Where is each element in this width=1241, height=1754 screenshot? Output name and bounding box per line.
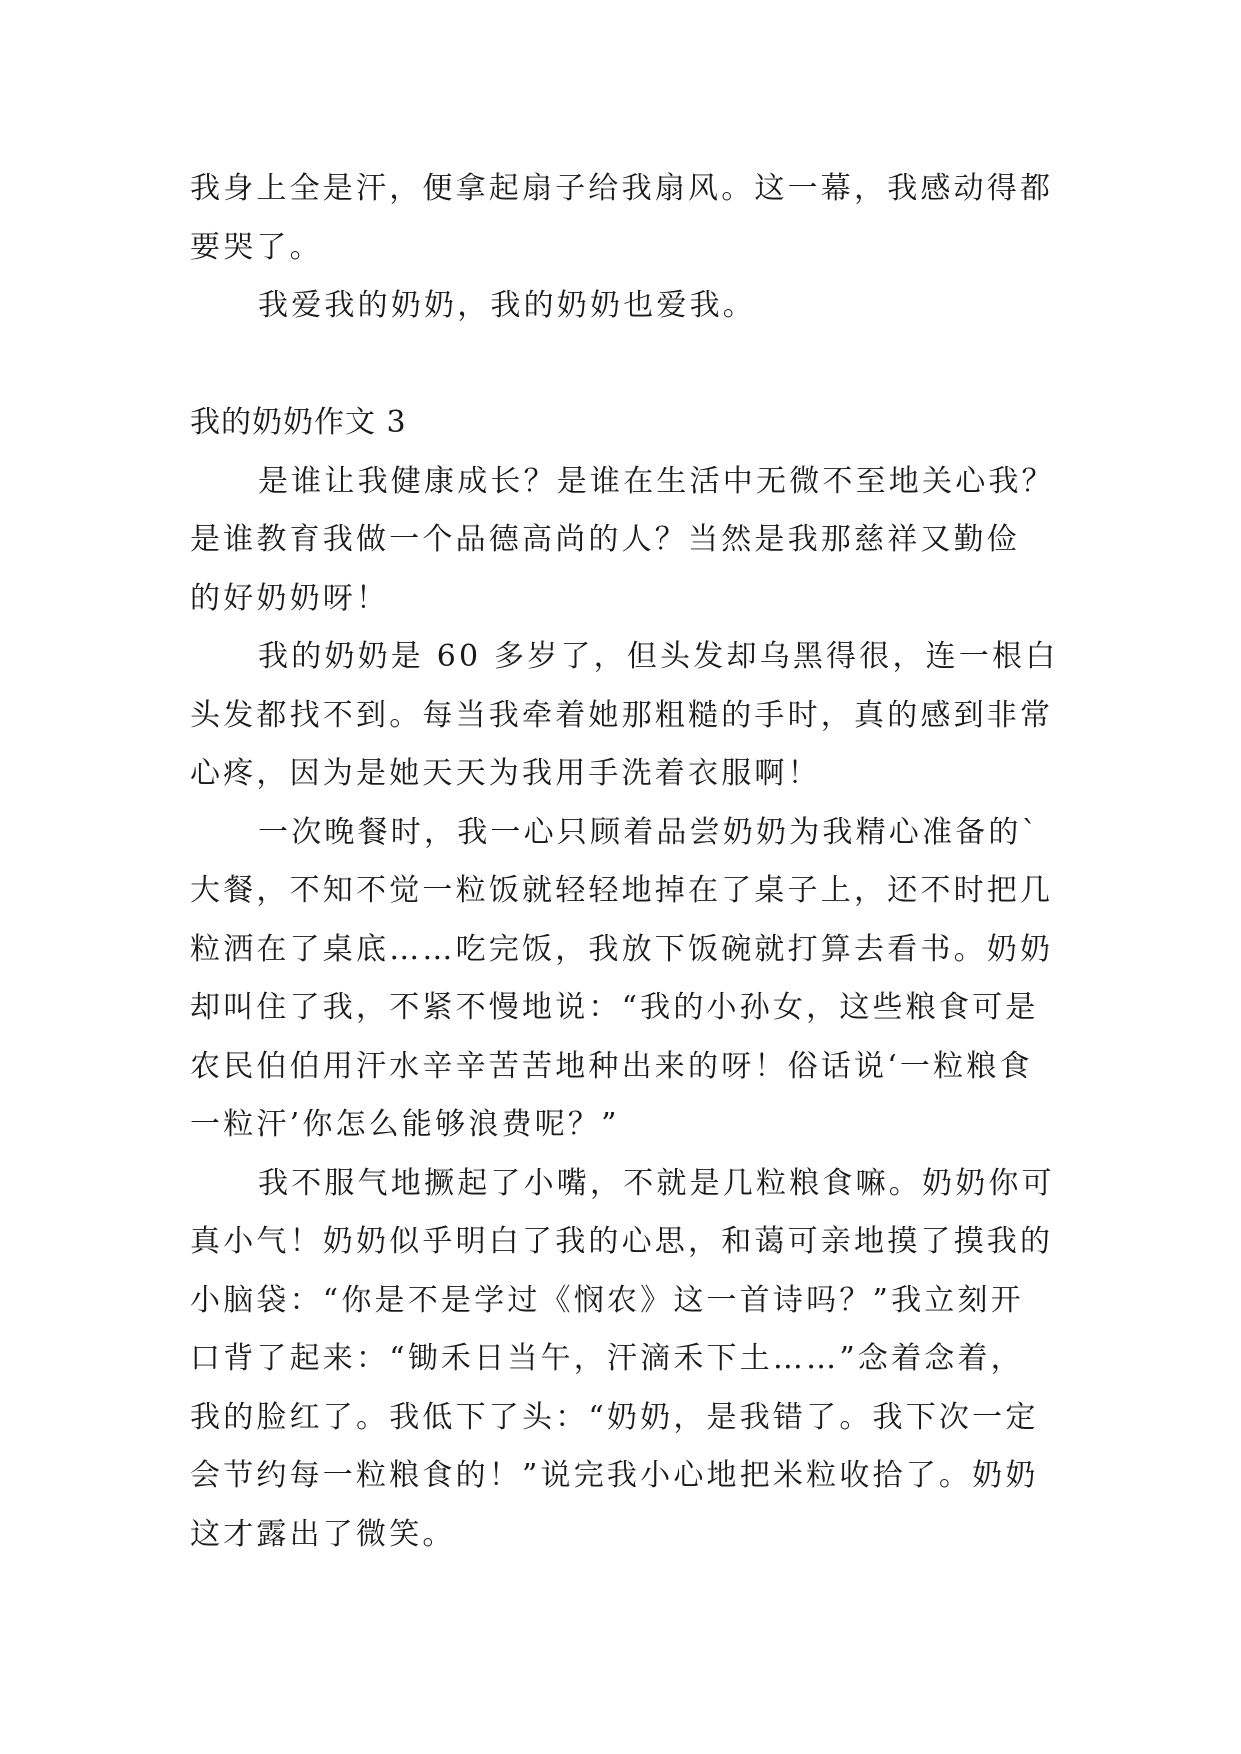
paragraph-2 — [190, 628, 1060, 804]
text-line: 粒洒在了桌底……吃完饭，我放下饭碗就打算去看书。奶奶 — [190, 931, 1054, 967]
text-line: 是谁教育我做一个品德高尚的人？当然是我那慈祥又勤俭 — [190, 522, 1020, 557]
text-line: 真小气！奶奶似乎明白了我的心思，和蔼可亲地摸了摸我的 — [190, 1224, 1054, 1259]
text-line: 小脑袋：“你是不是学过《悯农》这一首诗吗？”我立刻开 — [190, 1282, 1024, 1318]
text-line: 我身上全是汗，便拿起扇子给我扇风。这一幕，我感动得都 — [190, 171, 1054, 206]
text-line: 大餐，不知不觉一粒饭就轻轻地掉在了桌子上，还不时把几 — [190, 873, 1054, 908]
text-line: 我的脸红了。我低下了头：“奶奶，是我错了。我下次一定 — [190, 1399, 1039, 1435]
section-title: 我的奶奶作文 3 — [190, 405, 407, 440]
text-line: 要哭了。 — [190, 229, 323, 265]
text-line: 是谁让我健康成长？是谁在生活中无微不至地关心我？ — [258, 463, 1055, 499]
text-line: 一粒汗’你怎么能够浪费呢？” — [190, 1107, 620, 1142]
text-line: 农民伯伯用汗水辛辛苦苦地种出来的呀！俗话说‘一粒粮食 — [190, 1048, 1033, 1084]
text-line: 一次晚餐时，我一心只顾着品尝奶奶为我精心准备的` — [258, 814, 1040, 850]
text-line: 口背了起来：“锄禾日当午，汗滴禾下土……”念着念着， — [190, 1341, 1024, 1376]
text-line: 会节约每一粒粮食的！”说完我小心地把米粒收拾了。奶奶 — [190, 1458, 1039, 1493]
intro-closing-line: 我爱我的奶奶，我的奶奶也爱我。 — [258, 288, 756, 323]
document-page — [190, 160, 1060, 1564]
paragraph-3 — [190, 804, 1060, 1155]
paragraph-4 — [190, 1155, 1060, 1565]
text-line: 我的奶奶是 60 多岁了，但头发却乌黑得很，连一根白 — [258, 639, 1059, 674]
paragraph-1 — [190, 453, 1060, 629]
blank-line — [190, 336, 1060, 395]
text-line: 却叫住了我，不紧不慢地说：“我的小孙女，这些粮食可是 — [190, 990, 1039, 1025]
text-line: 的好奶奶呀！ — [190, 580, 390, 616]
text-line: 这才露出了微笑。 — [190, 1516, 456, 1552]
intro-paragraph — [190, 160, 1060, 277]
text-line: 我不服气地撅起了小嘴，不就是几粒粮食嘛。奶奶你可 — [258, 1165, 1055, 1201]
text-line: 心疼，因为是她天天为我用手洗着衣服啊！ — [190, 756, 821, 791]
text-line: 头发都找不到。每当我牵着她那粗糙的手时，真的感到非常 — [190, 697, 1054, 733]
